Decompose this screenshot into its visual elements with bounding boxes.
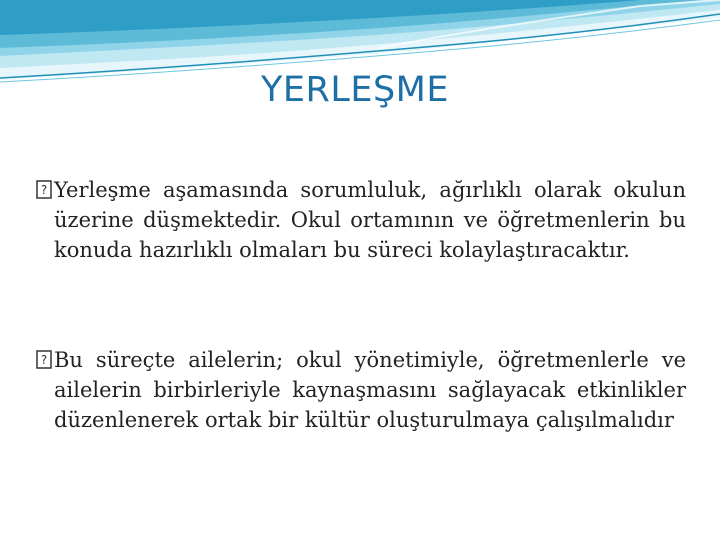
paragraph-1-text: Yerleşme aşamasında sorumluluk, ağırlıklı olarak okulun üzerine düşmektedir. Okul ortamının ve öğretmenlerin bu konuda hazırlıklı olmaları bu süreci kolaylaştıracaktır. <box>54 178 686 262</box>
placeholder-glyph-icon <box>36 180 52 199</box>
svg-text:?: ? <box>40 353 48 367</box>
svg-text:?: ? <box>40 183 48 197</box>
placeholder-glyph-icon <box>36 350 52 369</box>
slide-title: YERLEŞME <box>261 70 449 110</box>
paragraph-1 <box>36 175 686 265</box>
paragraph-2 <box>36 345 686 435</box>
paragraph-2-text: Bu süreçte ailelerin; okul yönetimiyle, öğretmenlerle ve ailelerin birbirleriyle kaynaşmasını sağlayacak etkinlikler düzenlenerek ortak bir kültür oluşturulmaya çalışılmalıdır <box>54 348 686 432</box>
